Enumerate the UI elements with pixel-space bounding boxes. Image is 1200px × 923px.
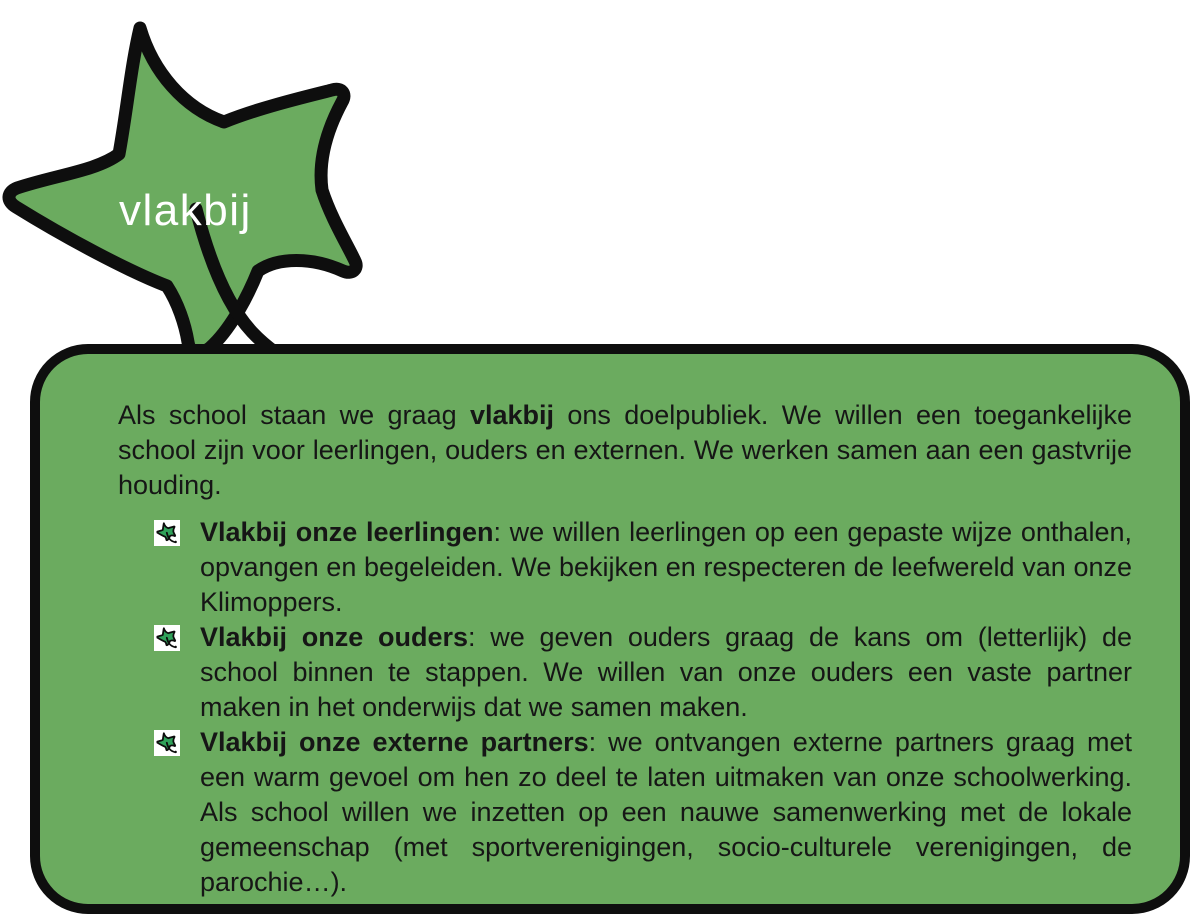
intro-highlight: vlakbij [469,400,555,430]
bullet-item-leerlingen [118,515,1132,620]
ivy-leaf-bullet-icon [154,520,180,546]
bullet-text [200,727,1132,897]
logo-wordmark: vlakbij [119,186,252,235]
content-panel [30,344,1190,914]
ivy-leaf-bullet-icon [154,730,180,756]
bullet-title: Vlakbij onze leerlingen [200,517,494,547]
bullet-body: : we ontvangen externe partners graag met een warm gevoel om hen zo deel te laten uitmaken van onze schoolwerking. Als school willen we inzetten op een nauwe samenwerking met de lokale gemeenschap (met sportverenigingen, socio-culturele verenigingen, de parochie…). [200,727,1132,897]
bullet-item-ouders [118,620,1132,725]
bullet-title: Vlakbij onze externe partners [200,727,589,757]
bullet-text [200,517,1132,617]
intro-text-pre: Als school staan we graag [118,400,470,430]
bullet-item-externe-partners [118,725,1132,900]
bullet-title: Vlakbij onze ouders [200,622,469,652]
bullet-text [200,622,1132,722]
ivy-leaf-bullet-icon [154,625,180,651]
bullet-body: : we willen leerlingen op een gepaste wijze onthalen, opvangen en begeleiden. We bekijken en respecteren de leefwereld van onze Klimoppers. [200,517,1132,617]
bullet-body: : we geven ouders graag de kans om (letterlijk) de school binnen te stappen. We willen van onze ouders een vaste partner maken in het onderwijs dat we samen maken. [200,622,1133,722]
bullet-list [118,515,1132,900]
intro-text-post: ons doelpubliek. We willen een toegankelijke school zijn voor leerlingen, ouders en externen. We werken samen aan een gastvrije houding. [118,400,1132,500]
intro-paragraph [118,398,1132,503]
